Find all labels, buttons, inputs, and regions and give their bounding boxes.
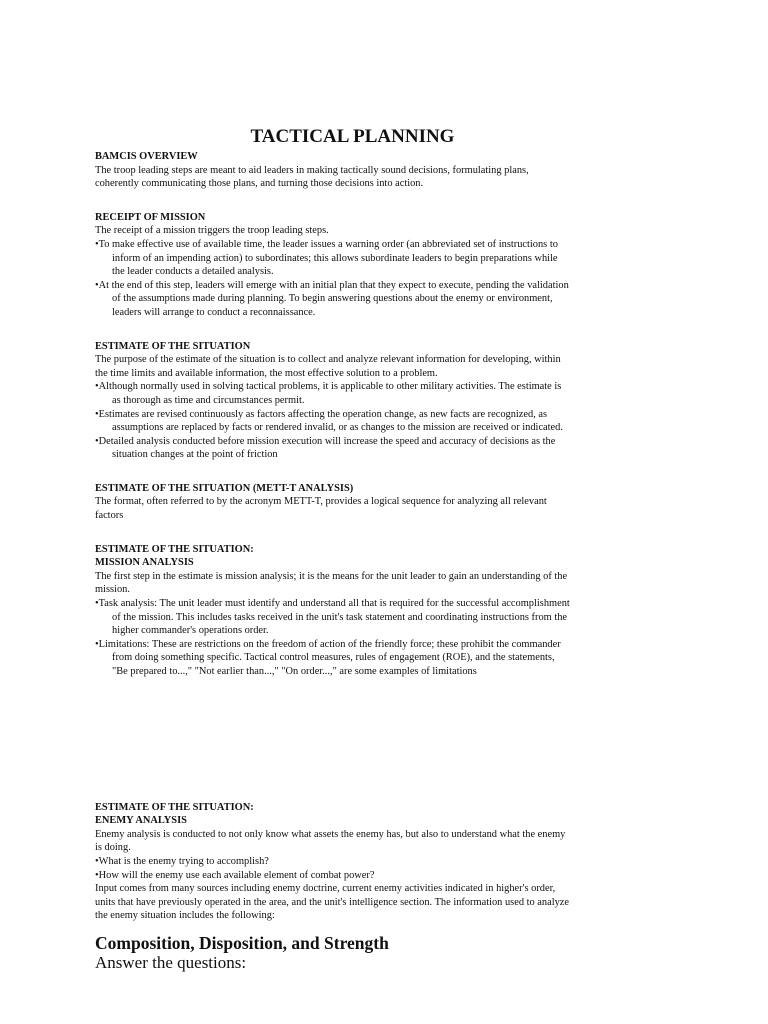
- section-subheading: MISSION ANALYSIS: [95, 557, 194, 569]
- section-mission-analysis: [95, 543, 570, 679]
- section-bamcis: [95, 150, 570, 191]
- section-estimate: [95, 340, 570, 462]
- section-heading: ESTIMATE OF THE SITUATION: [95, 340, 251, 352]
- bullet-item: •Task analysis: The unit leader must identify and understand all that is required for the successful accomplishment of the mission. This includes tasks received in the unit's task statement and coordinating instructions from the higher commander's operations order.: [95, 598, 570, 637]
- section-paragraph: The format, often referred to by the acronym METT-T, provides a logical sequence for analyzing all relevant factors: [95, 496, 547, 522]
- section-heading: RECEIPT OF MISSION: [95, 211, 206, 223]
- section-paragraph: The troop leading steps are meant to aid leaders in making tactically sound decisions, formulating plans, coherently communicating those plans, and turning those decisions into action.: [95, 164, 529, 190]
- bullet-item: •Although normally used in solving tactical problems, it is applicable to other military activities. The estimate is as thorough as time and circumstances permit.: [95, 381, 562, 406]
- section-heading: BAMCIS OVERVIEW: [95, 151, 198, 162]
- bullet-item: •Limitations: These are restrictions on the freedom of action of the friendly force; these prohibit the commander from doing something specific. Tactical control measures, rules of engagement (ROE), and the statements, "Be prepared to...," "Not earlier than...," "On order...," are some examples of limitations: [95, 638, 561, 677]
- bullet-item: •At the end of this step, leaders will emerge with an initial plan that they expect to execute, pending the validation of the assumptions made during planning. To begin answering questions about the enemy or environment, leaders will arrange to conduct a reconnaissance.: [95, 279, 569, 318]
- section-heading: ESTIMATE OF THE SITUATION:: [95, 801, 254, 813]
- bullet-item: •What is the enemy trying to accomplish?: [95, 855, 269, 867]
- footer-subheading: Answer the questions:: [95, 952, 247, 972]
- blank-space: [95, 699, 570, 801]
- bullet-item: •How will the enemy use each available element of combat power?: [95, 869, 375, 881]
- section-heading: ESTIMATE OF THE SITUATION:: [95, 543, 254, 555]
- section-subheading: ENEMY ANALYSIS: [95, 815, 187, 827]
- page-title: TACTICAL PLANNING: [250, 126, 455, 147]
- section-receipt: [95, 211, 570, 320]
- section-paragraph: Input comes from many sources including enemy doctrine, current enemy activities indicated in higher's order, units that have previously operated in the area, and the unit's intelligence section. The information used to analyze the enemy situation includes the following:: [95, 883, 570, 922]
- section-heading: ESTIMATE OF THE SITUATION (METT-T ANALYSIS): [95, 482, 354, 494]
- section-paragraph: The first step in the estimate is mission analysis; it is the means for the unit leader to gain an understanding of the mission.: [95, 570, 568, 596]
- footer-heading: Composition, Disposition, and Strength: [95, 932, 389, 953]
- document-body: [95, 126, 570, 973]
- section-paragraph: Enemy analysis is conducted to not only know what assets the enemy has, but also to understand what the enemy is doing.: [95, 828, 566, 854]
- section-paragraph: The purpose of the estimate of the situation is to collect and analyze relevant information for developing, within the time limits and available information, the most effective solution to a problem.: [95, 354, 561, 379]
- bullet-item: •Detailed analysis conducted before mission execution will increase the speed and accuracy of decisions as the situation changes at the point of friction: [95, 435, 556, 461]
- section-paragraph: The receipt of a mission triggers the troop leading steps.: [95, 225, 329, 237]
- bullet-item: •Estimates are revised continuously as factors affecting the operation change, as new facts are recognized, as assumptions are replaced by facts or rendered invalid, or as changes to the mission are received or indicated.: [95, 408, 563, 434]
- bullet-item: •To make effective use of available time, the leader issues a warning order (an abbreviated set of instructions to inform of an impending action) to subordinates; this allows subordinate leaders to begin preparations while the leader conducts a detailed analysis.: [95, 238, 558, 278]
- section-mett-t: [95, 482, 570, 523]
- section-enemy-analysis: [95, 801, 570, 923]
